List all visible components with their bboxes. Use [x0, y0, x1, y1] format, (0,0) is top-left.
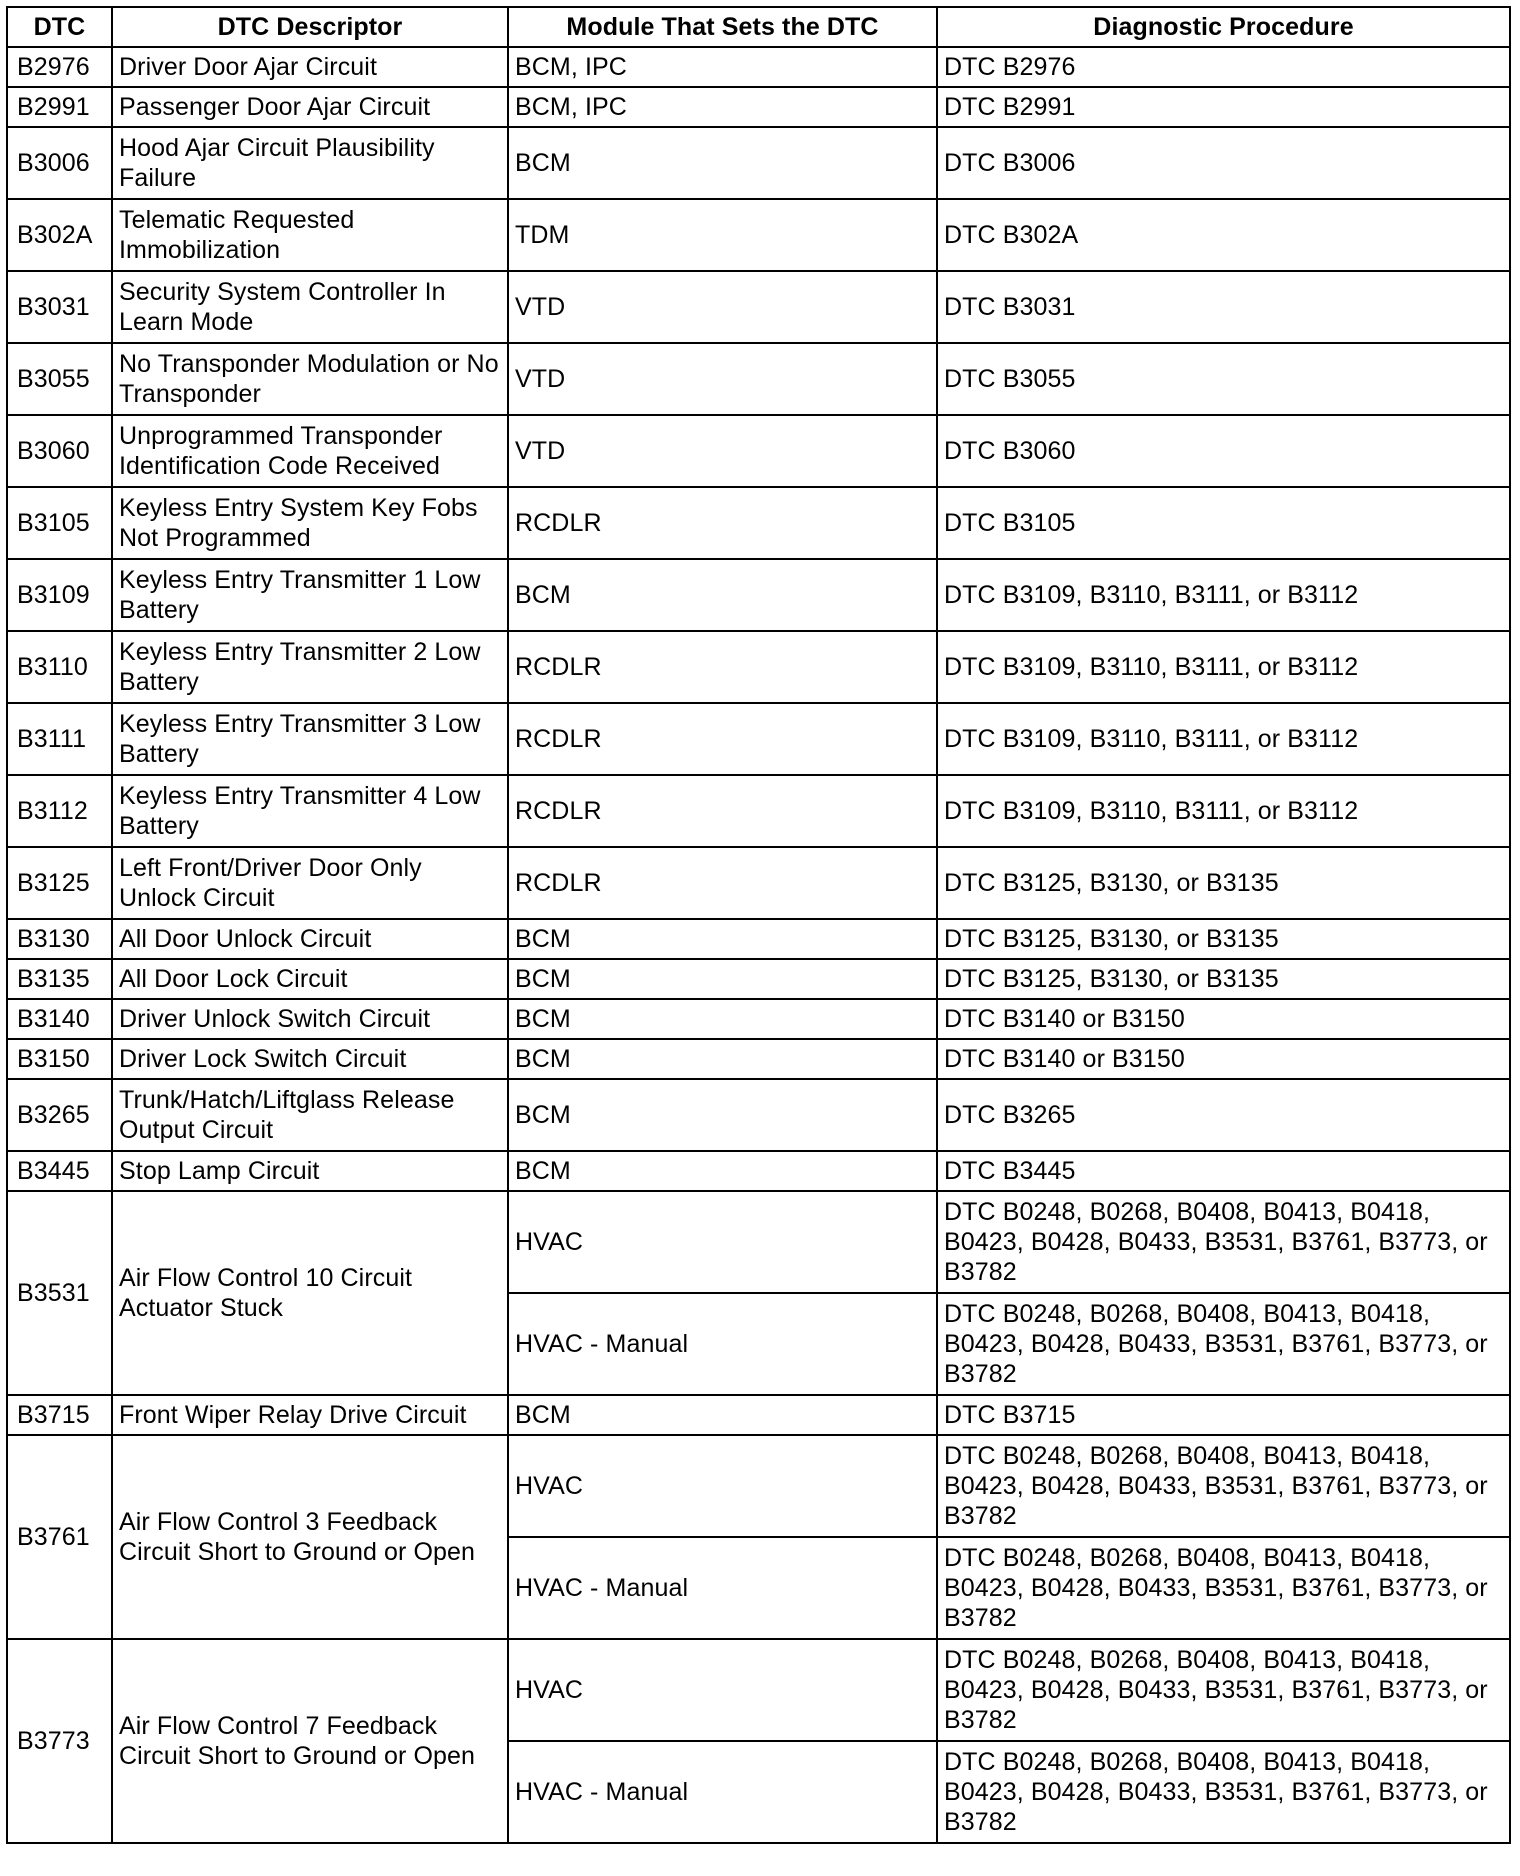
table-row	[7, 559, 1510, 631]
dtc-descriptor: Air Flow Control 3 Feedback Circuit Short to Ground or Open	[112, 1435, 508, 1639]
dtc-descriptor: Security System Controller In Learn Mode	[112, 271, 508, 343]
dtc-code: B3111	[7, 703, 112, 775]
module-name: BCM	[508, 959, 937, 999]
dtc-descriptor: Hood Ajar Circuit Plausibility Failure	[112, 127, 508, 199]
dtc-code: B2976	[7, 47, 112, 87]
module-name: HVAC - Manual	[508, 1293, 937, 1395]
table-row	[7, 1395, 1510, 1435]
table-row	[7, 487, 1510, 559]
module-name: BCM	[508, 1395, 937, 1435]
module-name: BCM	[508, 1039, 937, 1079]
table-row	[7, 703, 1510, 775]
dtc-code: B302A	[7, 199, 112, 271]
table-body	[7, 47, 1510, 1843]
module-name: VTD	[508, 343, 937, 415]
dtc-code: B3130	[7, 919, 112, 959]
dtc-code: B3125	[7, 847, 112, 919]
table-row	[7, 1639, 1510, 1741]
diagnostic-procedure: DTC B0248, B0268, B0408, B0413, B0418, B0423, B0428, B0433, B3531, B3761, B3773, or B3782	[937, 1537, 1510, 1639]
table-row	[7, 199, 1510, 271]
dtc-code: B3773	[7, 1639, 112, 1843]
module-name: RCDLR	[508, 775, 937, 847]
diagnostic-procedure: DTC B3055	[937, 343, 1510, 415]
module-name: HVAC	[508, 1191, 937, 1293]
module-name: BCM, IPC	[508, 47, 937, 87]
dtc-code: B3140	[7, 999, 112, 1039]
table-row	[7, 127, 1510, 199]
module-name: HVAC - Manual	[508, 1537, 937, 1639]
table-header	[7, 7, 1510, 47]
table-row	[7, 919, 1510, 959]
module-name: HVAC - Manual	[508, 1741, 937, 1843]
dtc-descriptor: All Door Unlock Circuit	[112, 919, 508, 959]
diagnostic-procedure: DTC B3140 or B3150	[937, 1039, 1510, 1079]
diagnostic-procedure: DTC B3105	[937, 487, 1510, 559]
table-row	[7, 47, 1510, 87]
diagnostic-procedure: DTC B302A	[937, 199, 1510, 271]
table-row	[7, 1191, 1510, 1293]
table-row	[7, 631, 1510, 703]
module-name: BCM	[508, 559, 937, 631]
header-descriptor: DTC Descriptor	[112, 7, 508, 47]
dtc-descriptor: Keyless Entry Transmitter 1 Low Battery	[112, 559, 508, 631]
module-name: BCM	[508, 127, 937, 199]
dtc-descriptor: Trunk/Hatch/Liftglass Release Output Circuit	[112, 1079, 508, 1151]
diagnostic-procedure: DTC B3125, B3130, or B3135	[937, 847, 1510, 919]
diagnostic-procedure: DTC B3060	[937, 415, 1510, 487]
dtc-code: B3445	[7, 1151, 112, 1191]
table-row	[7, 1039, 1510, 1079]
diagnostic-procedure: DTC B0248, B0268, B0408, B0413, B0418, B0423, B0428, B0433, B3531, B3761, B3773, or B3782	[937, 1293, 1510, 1395]
table-row	[7, 87, 1510, 127]
module-name: HVAC	[508, 1435, 937, 1537]
module-name: RCDLR	[508, 847, 937, 919]
table-row	[7, 415, 1510, 487]
module-name: RCDLR	[508, 703, 937, 775]
dtc-code: B3715	[7, 1395, 112, 1435]
module-name: BCM, IPC	[508, 87, 937, 127]
dtc-descriptor: Driver Lock Switch Circuit	[112, 1039, 508, 1079]
diagnostic-procedure: DTC B3109, B3110, B3111, or B3112	[937, 631, 1510, 703]
dtc-code: B3761	[7, 1435, 112, 1639]
dtc-descriptor: Driver Door Ajar Circuit	[112, 47, 508, 87]
diagnostic-procedure: DTC B3109, B3110, B3111, or B3112	[937, 775, 1510, 847]
module-name: BCM	[508, 999, 937, 1039]
diagnostic-procedure: DTC B3109, B3110, B3111, or B3112	[937, 559, 1510, 631]
diagnostic-procedure: DTC B3125, B3130, or B3135	[937, 959, 1510, 999]
module-name: BCM	[508, 1151, 937, 1191]
diagnostic-procedure: DTC B3265	[937, 1079, 1510, 1151]
table-row	[7, 343, 1510, 415]
dtc-descriptor: Keyless Entry Transmitter 2 Low Battery	[112, 631, 508, 703]
diagnostic-procedure: DTC B3445	[937, 1151, 1510, 1191]
module-name: HVAC	[508, 1639, 937, 1741]
dtc-code: B3006	[7, 127, 112, 199]
dtc-descriptor: Air Flow Control 7 Feedback Circuit Short to Ground or Open	[112, 1639, 508, 1843]
table-row	[7, 1151, 1510, 1191]
header-dtc: DTC	[7, 7, 112, 47]
diagnostic-procedure: DTC B3006	[937, 127, 1510, 199]
header-row	[7, 7, 1510, 47]
diagnostic-procedure: DTC B2976	[937, 47, 1510, 87]
diagnostic-procedure: DTC B0248, B0268, B0408, B0413, B0418, B0423, B0428, B0433, B3531, B3761, B3773, or B3782	[937, 1741, 1510, 1843]
module-name: BCM	[508, 1079, 937, 1151]
dtc-descriptor: Stop Lamp Circuit	[112, 1151, 508, 1191]
diagnostic-procedure: DTC B3031	[937, 271, 1510, 343]
dtc-descriptor: Front Wiper Relay Drive Circuit	[112, 1395, 508, 1435]
header-module: Module That Sets the DTC	[508, 7, 937, 47]
module-name: RCDLR	[508, 487, 937, 559]
module-name: TDM	[508, 199, 937, 271]
header-procedure: Diagnostic Procedure	[937, 7, 1510, 47]
diagnostic-procedure: DTC B3140 or B3150	[937, 999, 1510, 1039]
dtc-descriptor: Driver Unlock Switch Circuit	[112, 999, 508, 1039]
dtc-descriptor: Telematic Requested Immobilization	[112, 199, 508, 271]
diagnostic-procedure: DTC B3125, B3130, or B3135	[937, 919, 1510, 959]
dtc-code: B3109	[7, 559, 112, 631]
dtc-descriptor: Left Front/Driver Door Only Unlock Circuit	[112, 847, 508, 919]
table-row	[7, 999, 1510, 1039]
dtc-descriptor: No Transponder Modulation or No Transponder	[112, 343, 508, 415]
dtc-code: B3060	[7, 415, 112, 487]
diagnostic-procedure: DTC B2991	[937, 87, 1510, 127]
dtc-descriptor: Keyless Entry Transmitter 3 Low Battery	[112, 703, 508, 775]
diagnostic-procedure: DTC B0248, B0268, B0408, B0413, B0418, B0423, B0428, B0433, B3531, B3761, B3773, or B3782	[937, 1435, 1510, 1537]
module-name: BCM	[508, 919, 937, 959]
table-row	[7, 1079, 1510, 1151]
dtc-code: B3110	[7, 631, 112, 703]
table-row	[7, 1435, 1510, 1537]
dtc-code: B3031	[7, 271, 112, 343]
dtc-descriptor: Passenger Door Ajar Circuit	[112, 87, 508, 127]
diagnostic-procedure: DTC B3715	[937, 1395, 1510, 1435]
module-name: VTD	[508, 271, 937, 343]
dtc-descriptor: Keyless Entry Transmitter 4 Low Battery	[112, 775, 508, 847]
dtc-descriptor: Air Flow Control 10 Circuit Actuator Stuck	[112, 1191, 508, 1395]
table-row	[7, 847, 1510, 919]
diagnostic-procedure: DTC B3109, B3110, B3111, or B3112	[937, 703, 1510, 775]
dtc-code: B2991	[7, 87, 112, 127]
dtc-code: B3150	[7, 1039, 112, 1079]
table-row	[7, 775, 1510, 847]
diagnostic-procedure: DTC B0248, B0268, B0408, B0413, B0418, B0423, B0428, B0433, B3531, B3761, B3773, or B3782	[937, 1191, 1510, 1293]
module-name: VTD	[508, 415, 937, 487]
module-name: RCDLR	[508, 631, 937, 703]
table-row	[7, 271, 1510, 343]
table-row	[7, 959, 1510, 999]
dtc-descriptor: Unprogrammed Transponder Identification Code Received	[112, 415, 508, 487]
dtc-code: B3135	[7, 959, 112, 999]
dtc-code: B3265	[7, 1079, 112, 1151]
dtc-table	[6, 6, 1511, 1844]
dtc-code: B3531	[7, 1191, 112, 1395]
dtc-descriptor: All Door Lock Circuit	[112, 959, 508, 999]
dtc-code: B3105	[7, 487, 112, 559]
diagnostic-procedure: DTC B0248, B0268, B0408, B0413, B0418, B0423, B0428, B0433, B3531, B3761, B3773, or B3782	[937, 1639, 1510, 1741]
dtc-code: B3112	[7, 775, 112, 847]
dtc-descriptor: Keyless Entry System Key Fobs Not Programmed	[112, 487, 508, 559]
dtc-code: B3055	[7, 343, 112, 415]
